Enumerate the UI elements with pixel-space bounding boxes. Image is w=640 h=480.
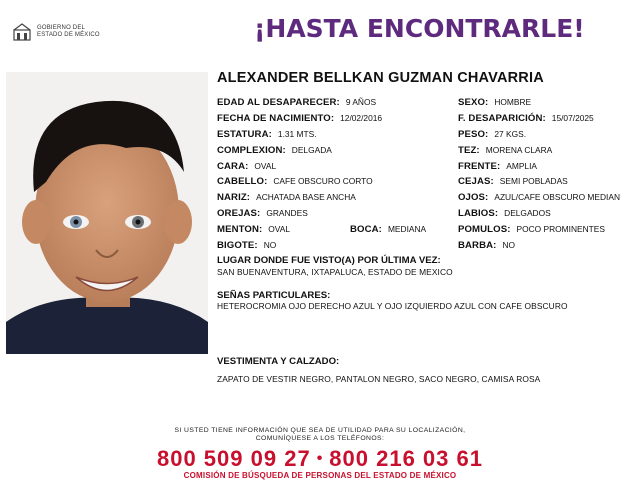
clothing-value: ZAPATO DE VESTIR NEGRO, PANTALON NEGRO, SACO NEGRO, CAMISA ROSA [217,374,541,384]
field-face: CARA: OVAL [217,161,277,172]
field-weight: PESO: 27 KGS. [458,129,527,140]
field-eyebrows: CEJAS: SEMI POBLADAS [458,176,568,187]
last-seen-value: SAN BUENAVENTURA, IXTAPALUCA, ESTADO DE MEXICO [217,267,453,277]
field-birthdate: FECHA DE NACIMIENTO: 12/02/2016 [217,113,383,124]
field-age: EDAD AL DESAPARECER: 9 AÑOS [217,97,377,108]
field-lips: LABIOS: DELGADOS [458,208,551,219]
field-cheekbones: POMULOS: POCO PROMINENTES [458,224,605,235]
field-height: ESTATURA: 1.31 MTS. [217,129,317,140]
logo-line2: ESTADO DE MÉXICO [37,32,100,38]
government-logo [12,22,100,42]
marks-value: HETEROCROMIA OJO DERECHO AZUL Y OJO IZQUIERDO AZUL CON CAFE OBSCURO [217,301,568,311]
field-forehead: FRENTE: AMPLIA [458,161,538,172]
field-sex: SEXO: HOMBRE [458,97,532,108]
phone-separator: • [316,450,324,467]
marks-label: SEÑAS PARTICULARES: [217,290,331,301]
phone-number-1[interactable]: 800 509 09 27 [156,446,311,471]
field-hair: CABELLO: CAFE OBSCURO CORTO [217,176,373,187]
field-nose: NARIZ: ACHATADA BASE ANCHA [217,192,356,203]
field-ears: OREJAS: GRANDES [217,208,308,219]
phone-number-2[interactable]: 800 216 03 61 [329,446,483,471]
field-complexion: TEZ: MORENA CLARA [458,145,553,156]
field-chin: MENTON: OVAL [217,224,291,235]
field-eyes: OJOS: AZUL/CAFE OBSCURO MEDIAN [458,192,621,203]
state-seal-icon [12,22,32,42]
contact-note-line2: COMUNÍQUESE A LOS TELÉFONOS: [255,435,385,442]
logo-line1: GOBIERNO DEL [37,25,86,31]
phone-numbers [0,446,640,472]
field-mustache: BIGOTE: NO [217,240,277,251]
contact-note-line1: SI USTED TIENE INFORMACIÓN QUE SEA DE UTILIDAD PARA SU LOCALIZACIÓN, [174,427,466,434]
slogan: ¡HASTA ENCONTRARLE! [254,14,585,43]
field-beard: BARBA: NO [458,240,515,251]
logo-text [37,25,100,39]
field-build: COMPLEXION: DELGADA [217,145,332,156]
person-name: ALEXANDER BELLKAN GUZMAN CHAVARRIA [217,70,544,86]
last-seen-label: LUGAR DONDE FUE VISTO(A) POR ÚLTIMA VEZ: [217,255,441,266]
commission-name: COMISIÓN DE BÚSQUEDA DE PERSONAS DEL ESTADO DE MÉXICO [183,471,457,480]
person-photo [6,72,208,354]
field-disappearance-date: F. DESAPARICIÓN: 15/07/2025 [458,113,594,124]
clothing-label: VESTIMENTA Y CALZADO: [217,356,340,367]
field-mouth: BOCA: MEDIANA [350,224,427,235]
